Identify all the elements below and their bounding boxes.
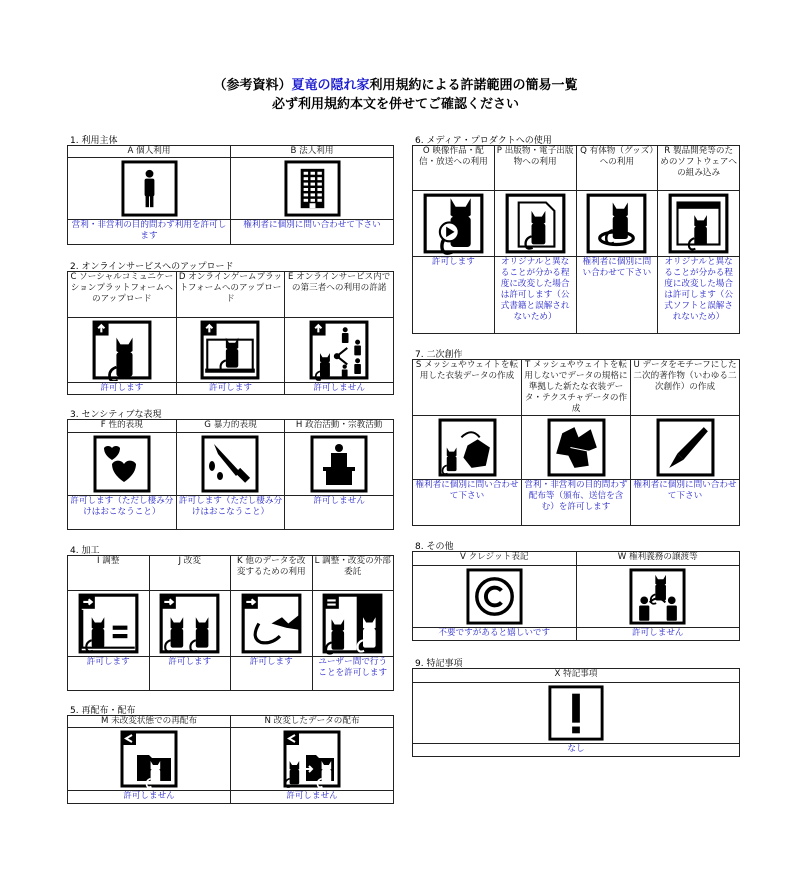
publication-icon [504, 192, 567, 255]
icon-row [68, 433, 394, 496]
header-row [413, 552, 740, 566]
icon-cell [68, 158, 231, 220]
item-result: 権利者に個別に問い合わせて下さい [576, 257, 658, 334]
section-label: 5. 再配布・配布 [70, 706, 136, 716]
item-header: H 政治活動・宗教活動 [285, 420, 394, 433]
icon-cell [312, 591, 394, 657]
icon-cell [231, 158, 394, 220]
header-row [413, 669, 740, 683]
item-result: 許可しません [576, 628, 740, 641]
item-header: K 他のデータを改変するための利用 [231, 556, 313, 591]
icon-cell [68, 728, 231, 791]
icon-cell [576, 566, 740, 628]
section-table [412, 551, 740, 641]
item-result: 権利者に個別に問い合わせて下さい [231, 220, 394, 245]
item-header: U データをモチーフにした二次的著作物（いわゆる二次創作）の作成 [631, 360, 740, 416]
item-result: ユーザー間で行うことを許可します [312, 657, 394, 691]
icon-row [413, 566, 740, 628]
section-label: 9. 特記事項 [415, 659, 463, 669]
section-label: 8. その他 [415, 542, 454, 552]
adjust-icon [77, 592, 140, 655]
icon-cell [231, 728, 394, 791]
person-icon [120, 159, 179, 218]
header-row [413, 146, 740, 191]
result-row [413, 744, 740, 757]
header-row [68, 272, 394, 318]
icon-row [413, 683, 740, 744]
item-result: オリジナルと異なることが分かる程度に改変した場合は許可します（公式書籍と誤解されないため） [494, 257, 576, 334]
item-result: なし [413, 744, 740, 757]
icon-row [68, 728, 394, 791]
header-row [68, 420, 394, 433]
result-row [68, 383, 394, 395]
section-table [412, 668, 740, 757]
modify-icon [158, 592, 221, 655]
item-header: W 権利義務の譲渡等 [576, 552, 740, 566]
building-icon [283, 159, 342, 218]
exclamation-icon [547, 684, 605, 742]
icon-cell [231, 591, 313, 657]
item-result: 許可します [413, 257, 495, 334]
icon-cell [149, 591, 231, 657]
title-brand: 夏竜の隠れ家 [291, 78, 370, 93]
item-header: T メッシュやウェイトを転用しないでデータの規格に準拠した新たな衣装データ・テクスチャデータの作成 [522, 360, 631, 416]
item-result: 許可します [231, 657, 313, 691]
result-row [413, 628, 740, 641]
item-result: オリジナルと異なることが分かる程度に改変した場合は許可します（公式ソフトと誤解されないため） [658, 257, 740, 334]
result-row [413, 480, 740, 526]
item-header: N 改変したデータの配布 [231, 716, 394, 728]
item-result: 権利者に個別に問い合わせて下さい [631, 480, 740, 526]
item-result: 許可します（ただし棲み分けはおこなうこと） [176, 496, 285, 530]
icon-cell [176, 318, 285, 383]
section-table [67, 419, 394, 530]
header-row [413, 360, 740, 416]
hearts-icon [92, 434, 152, 494]
icon-cell [658, 191, 740, 257]
item-header: O 映像作品・配信・放送への利用 [413, 146, 495, 191]
icon-cell [285, 318, 394, 383]
item-result: 権利者に個別に問い合わせて下さい [413, 480, 522, 526]
item-result: 不要ですがあると嬉しいです [413, 628, 577, 641]
icon-cell [413, 566, 577, 628]
header-row [68, 716, 394, 728]
item-header: C ソーシャルコミュニケーションプラットフォームへのアップロード [68, 272, 177, 318]
item-result: 許可します [149, 657, 231, 691]
section-table [67, 145, 394, 245]
item-result: 許可しません [231, 791, 394, 804]
costume-transfer-icon [437, 417, 498, 478]
item-header: G 暴力的表現 [176, 420, 285, 433]
item-header: Q 有体物（グッズ）への利用 [576, 146, 658, 191]
section-label: 4. 加工 [70, 546, 100, 556]
podium-icon [309, 434, 369, 494]
icon-cell [285, 433, 394, 496]
icon-row [68, 158, 394, 220]
item-result: 許可します（ただし棲み分けはおこなうこと） [68, 496, 177, 530]
header-row [68, 146, 394, 158]
software-icon [667, 192, 730, 255]
icon-cell [413, 683, 740, 744]
title-prefix: （参考資料） [213, 78, 292, 93]
parts-icon [240, 592, 303, 655]
page-title [0, 74, 791, 93]
item-result: 許可します [68, 383, 177, 395]
item-header: D オンラインゲームプラットフォームへのアップロード [176, 272, 285, 318]
icon-row [413, 191, 740, 257]
section-table [412, 145, 740, 334]
section-table [67, 271, 394, 395]
icon-row [68, 591, 394, 657]
item-result: 許可しません [285, 496, 394, 530]
item-result: 営利・非営利の目的問わず配布等（頒布、送信を含む）を許可します [522, 480, 631, 526]
icon-cell [176, 433, 285, 496]
redistribute-icon [119, 729, 179, 789]
section-table [412, 359, 740, 526]
item-result: 許可しません [285, 383, 394, 395]
icon-cell [631, 416, 740, 480]
figure-icon [585, 192, 648, 255]
section-label: 6. メディア・プロダクトへの使用 [415, 136, 552, 146]
section-label: 1. 利用主体 [70, 136, 118, 146]
item-result: 許可します [176, 383, 285, 395]
page-subtitle: 必ず利用規約本文を併せてご確認ください [271, 97, 519, 112]
item-result: 許可しません [68, 791, 231, 804]
section-label: 3. センシティブな表現 [70, 410, 162, 420]
upload-cat-icon [91, 319, 153, 381]
item-result: 営利・非営利の目的問わず利用を許可します [68, 220, 231, 245]
transfer-rights-icon [628, 567, 687, 626]
copyright-icon [465, 567, 524, 626]
video-icon [422, 192, 485, 255]
item-header: A 個人利用 [68, 146, 231, 158]
item-result: 許可します [68, 657, 150, 691]
item-header: I 調整 [68, 556, 150, 591]
upload-monitor-icon [199, 319, 261, 381]
item-header: X 特記事項 [413, 669, 740, 683]
distribute-modified-icon [282, 729, 342, 789]
icon-cell [68, 318, 177, 383]
icon-cell [413, 416, 522, 480]
icon-cell [522, 416, 631, 480]
result-row [68, 657, 394, 691]
item-header: J 改変 [149, 556, 231, 591]
pen-icon [655, 417, 716, 478]
section-label: 7. 二次創作 [415, 350, 463, 360]
icon-row [413, 416, 740, 480]
result-row [68, 496, 394, 530]
icon-row [68, 318, 394, 383]
result-row [68, 220, 394, 245]
outsource-icon [321, 592, 384, 655]
knife-icon [200, 434, 260, 494]
icon-cell [494, 191, 576, 257]
item-header: V クレジット表記 [413, 552, 577, 566]
item-header: B 法人利用 [231, 146, 394, 158]
result-row [68, 791, 394, 804]
icon-cell [68, 591, 150, 657]
item-header: E オンラインサービス内での第三者への利用の許諾 [285, 272, 394, 318]
header-row [68, 556, 394, 591]
icon-cell [576, 191, 658, 257]
section-label: 2. オンラインサービスへのアップロード [70, 262, 234, 272]
upload-share-icon [308, 319, 370, 381]
item-header: S メッシュやウェイトを転用した衣装データの作成 [413, 360, 522, 416]
title-suffix: 利用規約による許諾範囲の簡易一覧 [369, 78, 578, 93]
section-table [67, 715, 394, 804]
result-row [413, 257, 740, 334]
item-header: L 調整・改変の外部委託 [312, 556, 394, 591]
icon-cell [413, 191, 495, 257]
item-header: P 出版物・電子出版物への利用 [494, 146, 576, 191]
section-table [67, 555, 394, 691]
item-header: R 製品開発等のためのソフトウェアへの組み込み [658, 146, 740, 191]
icon-cell [68, 433, 177, 496]
costume-icon [546, 417, 607, 478]
item-header: M 未改変状態での再配布 [68, 716, 231, 728]
item-header: F 性的表現 [68, 420, 177, 433]
